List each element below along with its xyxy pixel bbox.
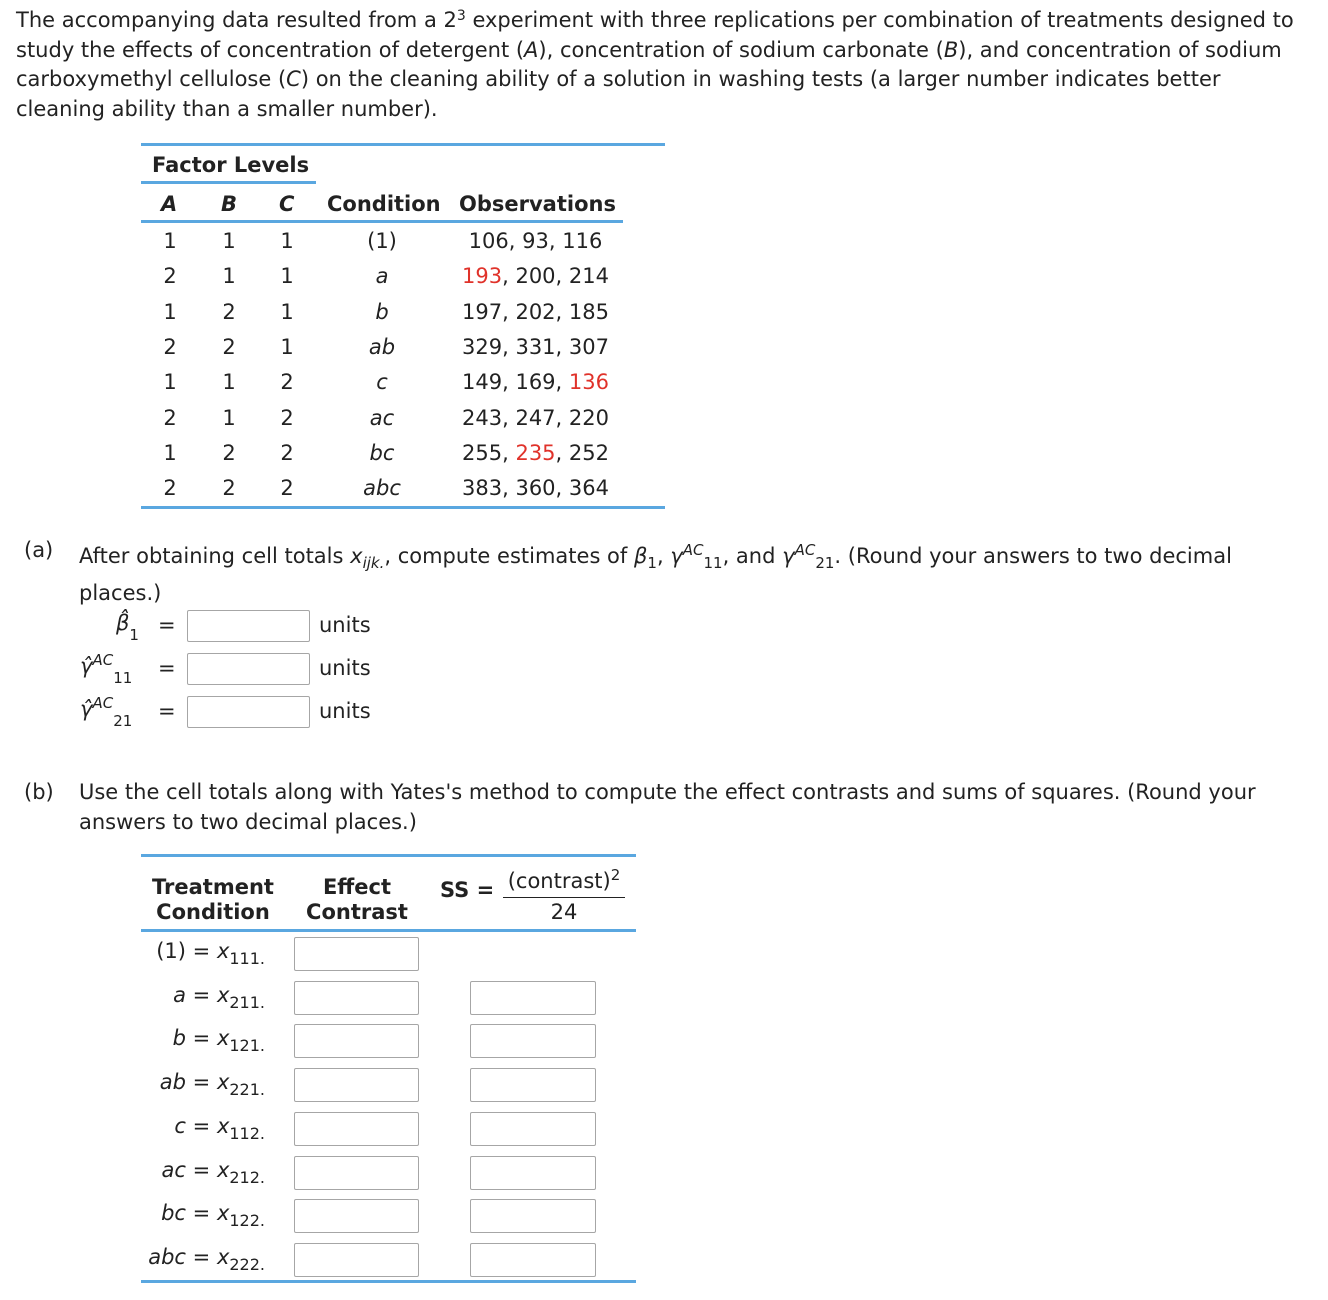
level-c: 2 [280, 405, 294, 430]
x-subscript: 122. [229, 1211, 265, 1231]
ss-input[interactable] [470, 1068, 596, 1102]
observation-value: 214 [568, 264, 609, 289]
condition-cell: b [375, 299, 389, 324]
treatment-code: a [173, 982, 186, 1007]
level-c: 1 [280, 229, 294, 253]
treatment-label [125, 1157, 265, 1187]
level-c: 1 [280, 299, 294, 324]
observation-value: 307 [568, 334, 609, 359]
header-a: A [161, 192, 178, 216]
x-var: x [216, 1244, 230, 1269]
treatment-label [125, 939, 265, 968]
part-a-label: (a) [24, 538, 54, 562]
observations-cell: 255, 235, 252 [462, 440, 609, 465]
treatment-code: b [172, 1026, 186, 1051]
x-subscript: 111. [229, 949, 265, 968]
observation-value: 243 [462, 405, 503, 430]
factor-levels-rule [141, 181, 316, 184]
factor-levels-header: Factor Levels [152, 153, 310, 177]
condition-cell: ab [368, 334, 396, 359]
col-ss-label: SS = [440, 878, 495, 902]
x-var: x [216, 939, 230, 963]
level-b: 2 [222, 334, 236, 359]
contrast-input[interactable] [294, 937, 419, 971]
equals-sign: = [192, 1113, 211, 1138]
treatment-label [125, 1070, 265, 1100]
condition-cell: bc [369, 440, 395, 465]
table-top-rule [141, 143, 665, 146]
x-subscript: 121. [229, 1036, 265, 1056]
equals-sign: = [158, 613, 176, 637]
level-a: 1 [163, 229, 177, 253]
units-label: units [319, 656, 371, 680]
level-c: 2 [280, 476, 294, 501]
observations-cell: 149, 169, 136 [462, 370, 609, 395]
equals-sign: = [192, 1157, 211, 1182]
treatment-label [125, 1026, 265, 1056]
treatment-label [125, 1113, 265, 1143]
level-b: 1 [222, 264, 236, 289]
x-var: x [216, 1201, 230, 1226]
symbol-glyph: γ̂ [80, 654, 93, 678]
ss-input[interactable] [470, 1243, 596, 1277]
ss-input[interactable] [470, 1112, 596, 1146]
observation-value: 364 [568, 476, 609, 501]
estimate-symbol [116, 611, 139, 644]
equals-sign: = [192, 939, 211, 963]
x-var: x [216, 1157, 230, 1182]
condition-cell: (1) [367, 229, 397, 253]
observation-value: 247 [515, 405, 556, 430]
part-b-question: Use the cell totals along with Yates's method to compute the effect contrasts and sums of squares. (Round your answers to two decimal places.) [79, 780, 1256, 834]
observations-cell: 243, 247, 220 [462, 405, 609, 430]
symbol-glyph: γ̂ [80, 697, 93, 721]
observation-value: 185 [568, 299, 609, 324]
estimate-symbol [80, 651, 133, 687]
level-a: 2 [163, 334, 177, 359]
ss-denominator: 24 [550, 900, 578, 924]
level-b: 2 [222, 299, 236, 324]
symbol-glyph: β̂ [116, 611, 130, 635]
level-a: 1 [163, 440, 177, 465]
treatment-label [125, 982, 265, 1012]
col-treatment-condition: Treatment Condition [152, 875, 274, 924]
symbol-sup: AC [92, 651, 114, 669]
level-b: 1 [222, 370, 236, 395]
table-bottom-rule [141, 506, 665, 509]
symbol-sup: AC [92, 694, 114, 712]
treatment-code: abc [148, 1244, 186, 1269]
observations-cell: 197, 202, 185 [462, 299, 609, 324]
col-effect-contrast: Effect Contrast [306, 875, 408, 924]
observation-value: 197 [462, 299, 503, 324]
header-condition: Condition [327, 192, 441, 216]
level-c: 1 [280, 334, 294, 359]
condition-cell: c [376, 370, 388, 395]
level-a: 2 [163, 476, 177, 501]
observation-value: 329 [462, 334, 503, 359]
observation-value: 252 [568, 440, 609, 465]
observation-value: 106 [468, 229, 509, 253]
contrast-input[interactable] [294, 1156, 419, 1190]
estimate-symbol [80, 694, 133, 730]
observation-value: 169 [515, 370, 556, 395]
yates-top-rule [141, 854, 636, 857]
yates-header-rule [141, 929, 636, 932]
treatment-code: bc [161, 1201, 186, 1226]
x-var: x [216, 1070, 230, 1095]
observation-value: 360 [515, 476, 556, 501]
estimate-input[interactable] [187, 610, 310, 642]
level-a: 1 [163, 370, 177, 395]
problem-statement: The accompanying data resulted from a $2^3$ experiment with three replications per combination of treatments designed to study the effects of concentration of detergent (A), concentration of sodium carbonate (B), and concentration of sodium carboxymethyl cellulose (C) on the cleaning ability of a solution in washing tests (a larger number indicates better cleaning ability than a smaller number). [16, 8, 1294, 121]
equals-sign: = [158, 656, 176, 680]
observations-cell: 383, 360, 364 [462, 476, 609, 501]
symbol-sub: 11 [113, 669, 133, 687]
condition-cell: abc [363, 476, 401, 501]
observation-value: 331 [515, 334, 556, 359]
x-var: x [216, 982, 230, 1007]
level-b: 1 [222, 405, 236, 430]
contrast-input[interactable] [294, 1199, 419, 1233]
observation-value: 116 [562, 229, 603, 253]
level-a: 2 [163, 405, 177, 430]
ss-input[interactable] [470, 981, 596, 1015]
symbol-sub: 1 [129, 626, 139, 644]
x-subscript: 211. [229, 992, 265, 1012]
treatment-label [125, 1244, 265, 1274]
treatment-code: (1) [156, 939, 186, 963]
observation-value: 93 [522, 229, 549, 253]
x-subscript: 222. [229, 1254, 265, 1274]
level-b: 2 [222, 440, 236, 465]
treatment-code: ac [161, 1157, 186, 1182]
level-b: 2 [222, 476, 236, 501]
symbol-sub: 21 [113, 712, 133, 730]
level-c: 2 [280, 440, 294, 465]
x-subscript: 112. [229, 1123, 265, 1143]
part-a-question: After obtaining cell totals $x_{ijk.}$, compute estimates of $\beta_1$, $\gamma^{AC}_{11}$, and $\gamma^{AC}_{21}$. (Round your answers to two decimal places.) [79, 541, 1232, 606]
treatment-code: ab [159, 1070, 186, 1095]
level-b: 1 [222, 229, 236, 253]
x-subscript: 221. [229, 1080, 265, 1100]
observation-value: 255 [462, 440, 503, 465]
header-b: B [221, 192, 238, 216]
header-c: C [279, 192, 295, 216]
observations-cell: 193, 200, 214 [462, 264, 609, 289]
estimate-input[interactable] [187, 653, 310, 685]
equals-sign: = [192, 1244, 211, 1269]
header-observations: Observations [459, 192, 616, 216]
condition-cell: ac [369, 405, 395, 430]
treatment-code: c [174, 1113, 186, 1138]
x-var: x [216, 1113, 230, 1138]
contrast-input[interactable] [294, 981, 419, 1015]
ss-input[interactable] [470, 1199, 596, 1233]
units-label: units [319, 699, 371, 723]
part-b-label: (b) [24, 780, 54, 804]
observation-value: 383 [462, 476, 503, 501]
level-c: 1 [280, 264, 294, 289]
ss-numerator: (contrast)$^2$ [507, 866, 621, 893]
level-a: 2 [163, 264, 177, 289]
x-var: x [216, 1026, 230, 1051]
level-a: 1 [163, 299, 177, 324]
observation-value: 235 [515, 440, 556, 465]
estimate-input[interactable] [187, 696, 310, 728]
level-c: 2 [280, 370, 294, 395]
units-label: units [319, 613, 371, 637]
equals-sign: = [192, 982, 211, 1007]
observation-value: 193 [462, 264, 503, 289]
contrast-input[interactable] [294, 1112, 419, 1146]
equals-sign: = [192, 1070, 211, 1095]
equals-sign: = [192, 1026, 211, 1051]
ss-input[interactable] [470, 1156, 596, 1190]
observations-cell: 106, 93, 116 [468, 229, 603, 253]
contrast-input[interactable] [294, 1068, 419, 1102]
equals-sign: = [192, 1201, 211, 1226]
contrast-input[interactable] [294, 1024, 419, 1058]
contrast-input[interactable] [294, 1243, 419, 1277]
ss-input[interactable] [470, 1024, 596, 1058]
observation-value: 220 [568, 405, 609, 430]
condition-cell: a [375, 264, 389, 289]
header-rule [141, 220, 623, 223]
treatment-label [125, 1201, 265, 1231]
observation-value: 202 [515, 299, 556, 324]
observation-value: 200 [515, 264, 556, 289]
x-subscript: 212. [229, 1167, 265, 1187]
observation-value: 136 [568, 370, 609, 395]
ss-fraction-bar [503, 897, 625, 898]
observation-value: 149 [462, 370, 503, 395]
observations-cell: 329, 331, 307 [462, 334, 609, 359]
yates-bottom-rule [141, 1280, 636, 1283]
equals-sign: = [158, 699, 176, 723]
